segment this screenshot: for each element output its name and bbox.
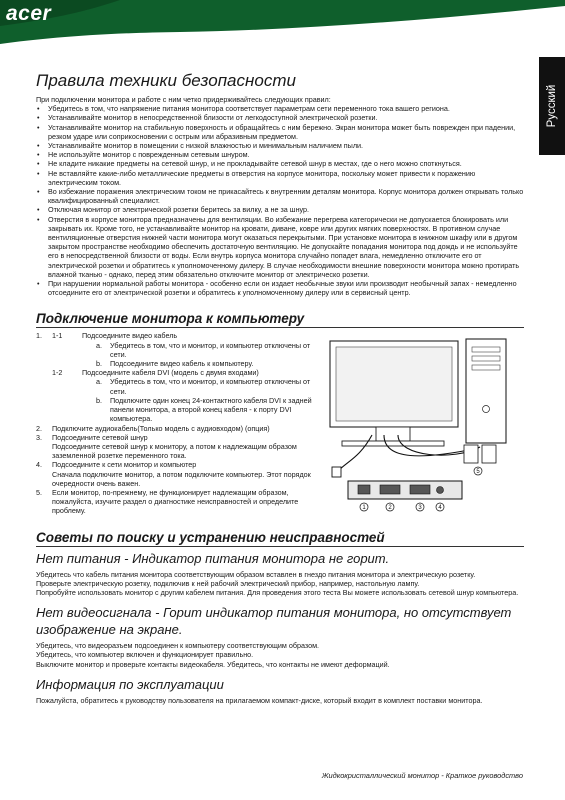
step-text: Если монитор, по-прежнему, не функционирует надлежащим образом, пожалуйста, изучите раздел о диагностике неисправностей и определите проблему. [52, 487, 299, 516]
connect-title: Подключение монитора к компьютеру [36, 311, 524, 328]
text-line: Убедитесь, что компьютер включен и функционирует правильно. [36, 650, 254, 660]
step-number: 1. [36, 331, 42, 341]
safety-item: • Не кладите никакие предметы на сетевой шнур, и не прокладывайте сетевой шнур в местах, где о него можно споткнуться. [36, 159, 524, 168]
text-line: Выключите монитор и проверьте контакты видеокабеля. Убедитесь, что контакты не имеют деформаций. [36, 659, 390, 669]
diagram-label: 5 [476, 469, 480, 476]
step-text: Убедитесь в том, что и монитор, и компьютер отключены от сети. [110, 377, 311, 396]
text-line: Пожалуйста, обратитесь к руководству пользователя на прилагаемом компакт-диске, который входит в комплект поставки монитора. [36, 695, 483, 705]
substep-number: 1-2 [52, 368, 63, 378]
document-content [36, 71, 524, 712]
diagram-label: 1 [362, 505, 366, 512]
step-text: Подсоедините кабеля DVI (модель с двумя входами) [82, 368, 259, 378]
list-marker: a. [96, 340, 102, 350]
acer-logo: acer [6, 2, 52, 25]
step-text: Подсоедините видео кабель [82, 331, 178, 341]
text-line: Убедитесь, что видеоразъем подсоединен к компьютеру соответствующим образом. [36, 641, 320, 651]
step-text: Подсоедините видео кабель к компьютеру. [110, 359, 254, 369]
troubleshoot-title: Советы по поиску и устранению неисправностей [36, 530, 524, 547]
step-number: 3. [36, 432, 42, 442]
step-text: Подсоедините к сети монитор и компьютер [52, 460, 197, 470]
step-text: Убедитесь в том, что и монитор, и компьютер отключены от сети. [110, 340, 311, 359]
connect-section [36, 311, 524, 515]
no-video-title: Нет видеосигнала - Горит индикатор питания монитора, но отсутствует изображение на экране. [36, 605, 512, 638]
language-tab [539, 57, 565, 155]
no-power-title: Нет питания - Индикатор питания монитора не горит. [36, 550, 390, 566]
diagram-label: 3 [418, 505, 422, 512]
safety-item: • Не используйте монитор с поврежденным сетевым шнуром. [36, 150, 524, 159]
step-text: Подсоедините сетевой шнур [52, 432, 148, 442]
step-number: 5. [36, 487, 42, 497]
safety-item: • Устанавливайте монитор на стабильную поверхность и обращайтесь с ним бережно. Экран монитора может быть поврежден при падении, резком ударе или соприкосновении с острым или абразивным предметом. [36, 123, 524, 141]
no-video-text [36, 641, 524, 669]
text-line: Попробуйте использовать монитор с другим кабелем питания. Для проведения этого теста Вы можете использовать сетевой шнур компьютера. [36, 587, 519, 597]
text-line: Проверьте электрическую розетку, подключив к ней рабочий электрический прибор, например, настольную лампу. [36, 578, 420, 588]
connect-steps [36, 331, 326, 515]
safety-item: • Отверстия в корпусе монитора предназначены для вентиляции. Во избежание перегрева категорически не допускается блокировать или закрывать их. Кроме того, не устанавливайте монитор на кровати, диване, ковре или других мягких поверхностях. В противном случае вентиляционные отверстия нижней части монитора могут оказаться перекрытыми. При установке монитора в книжном шкафу или в другом закрытом пространстве необходимо обеспечить достаточную вентиляцию. Не допускайте попадания монитора под дождь и не используйте его в непосредственной близости от воды. Если внутрь корпуса монитора случайно попадет влага, немедленно отключите его от электрической розетки и обратитесь к уполномоченному дилеру. В случае необходимости внешние поверхности монитора можно протирать влажной тканью - однако, перед этим обязательно отключите монитор от электрическо розетки. [36, 215, 524, 279]
monitor-stand [376, 427, 410, 441]
step-text: Подключите аудиокабель(Только модель с аудиовходом) (опция) [52, 423, 270, 433]
brand-header-band [0, 0, 565, 44]
substep-number: 1-1 [52, 331, 63, 341]
safety-item: • Устанавливайте монитор в непосредственной близости от легкодоступной электрической розетки. [36, 113, 524, 122]
power-plug [332, 467, 341, 477]
usage-info-title: Информация по эксплуатации [36, 676, 224, 692]
step-detail: Подсоедините сетевой шнур к монитору, а потом к надлежащим образом заземленной розетке переменного тока. [52, 441, 297, 461]
text-line: Убедитесь что кабель питания монитора соответствующим образом вставлен в гнездо питания монитора и электрическую розетку. [36, 569, 476, 579]
step-detail: Сначала подключите монитор, а потом подключите компьютер. Этот порядок очередности очень важен. [52, 469, 311, 488]
safety-item: • Отключая монитор от электрической розетки беритесь за вилку, а не за шнур. [36, 205, 524, 214]
safety-item: • Во избежание поражения электрическим током не прикасайтесь к внутренним деталям монитора. Корпус монитора должен открывать только квалифицированный специалист. [36, 187, 524, 205]
list-marker: b. [96, 359, 102, 369]
safety-item: • При нарушении нормальной работы монитора - особенно если он издает необычные звуки или производит необычный запах - немедленно отсоедините его от электрической розетки и обратитесь к уполномоченному дилеру или в сервисный центр. [36, 279, 524, 297]
computer-tower-illustration [466, 339, 506, 443]
diagram-label: 4 [438, 505, 442, 512]
safety-item: • Убедитесь в том, что напряжение питания монитора соответствует параметрам сети переменного тока вашего региона. [36, 104, 524, 113]
troubleshoot-section [36, 530, 524, 705]
usage-info-text [36, 696, 524, 705]
diagram-label: 2 [388, 505, 392, 512]
no-power-text [36, 570, 524, 598]
safety-list [36, 104, 524, 297]
step-number: 2. [36, 423, 42, 433]
language-tab-label: Русский [546, 84, 558, 128]
safety-item: • Не вставляйте какие-либо металлические предметы в отверстия на корпусе монитора, поскольку может привести к поражению электрическим током. [36, 169, 524, 187]
step-number: 4. [36, 460, 42, 470]
connection-diagram [324, 331, 524, 521]
safety-item: • Устанавливайте монитор в помещении с низкой влажностью и минимальным наличием пыли. [36, 141, 524, 150]
safety-title: Правила техники безопасности [36, 71, 296, 90]
page-footer: Жидкокристаллический монитор - Краткое руководство [321, 771, 523, 780]
safety-intro: При подключении монитора и работе с ним четко придерживайтесь следующих правил: [36, 95, 331, 104]
step-text: Подключите один конец 24-контактного кабеля DVI к задней панели монитора, а второй конец кабеля - к порту DVI компьютера. [110, 395, 312, 424]
list-marker: a. [96, 377, 102, 387]
list-marker: b. [96, 395, 102, 405]
